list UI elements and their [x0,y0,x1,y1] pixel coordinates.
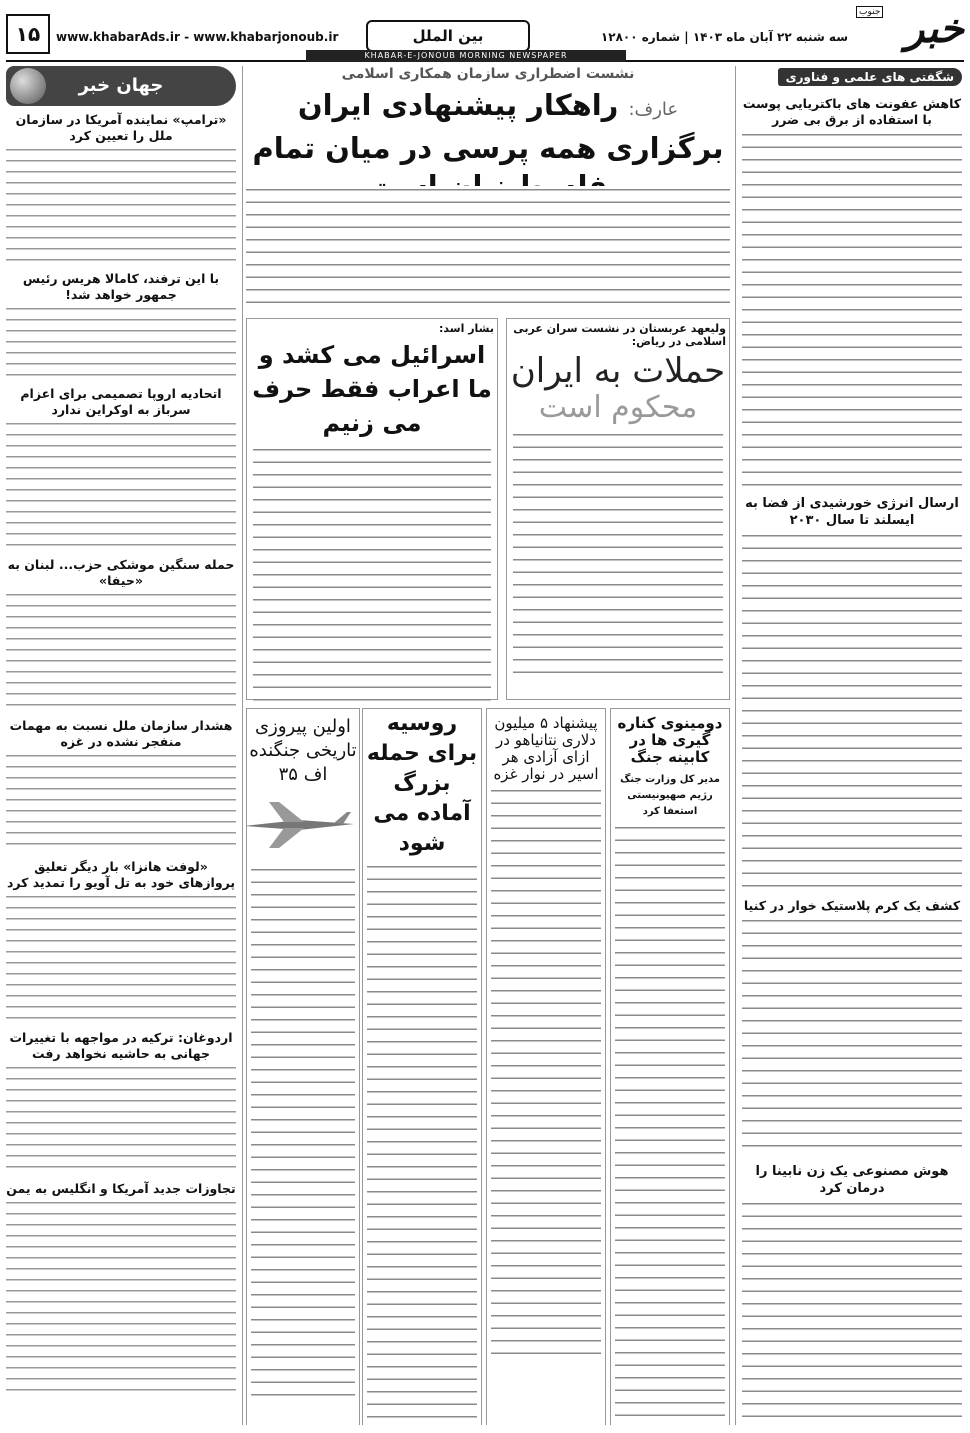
bottom-box-body [251,866,355,1406]
lead-body-lines [246,186,730,306]
saudi-headline: حملات به ایران [510,351,726,391]
dateline: سه شنبه ۲۲ آبان ماه ۱۴۰۳ | شماره ۱۲۸۰۰ [600,30,848,44]
article-body-lines [742,131,962,489]
lead-headline: راهکار پیشنهادی ایران برگزاری همه پرسی در میان تمام [252,88,724,165]
assad-body-lines [253,446,491,711]
world-news-header-label: جهان خبر [78,75,164,96]
world-news-item-title: هشدار سازمان ملل نسبت به مهمات منفجر نشده در غزه [9,718,233,749]
article-body-lines [6,306,236,380]
assad-box [246,318,498,700]
science-article-title: کشف یک کرم پلاستیک خوار در کنیا [743,898,961,913]
fighter-jet-image [246,796,359,852]
masthead [6,6,964,62]
bottom-box-headline: اولین پیروزی تاریخی جنگنده اف ۳۵ [249,716,357,785]
article-body-lines [6,592,236,712]
lead-kicker: نشست اضطراری سازمان همکاری اسلامی [341,66,635,82]
world-news-item-title: با این ترفند، کامالا هریس رئیس جمهور خواهد شد! [22,271,220,302]
bottom-box-subhead: مدیر کل وزارت جنگ رژیم صهیونیستی استعفا کرد [620,774,720,817]
science-column [735,66,962,1425]
saudi-subhead: محکوم است [538,390,698,425]
assad-headline: اسرائیل می کشد و ما اعراب فقط حرف می زنیم [252,341,492,437]
saudi-body-lines [513,431,723,681]
science-article-title: کاهش عفونت های باکتریایی پوست با استفاده از برق بی ضرر [742,96,962,127]
lead-byline: عارف: [628,99,679,120]
article-body-lines [742,917,962,1157]
article-body-lines [6,421,236,551]
bottom-box-body [491,787,601,1357]
article-body-lines [742,532,962,892]
science-article-title: ارسال انرژی خورشیدی از فضا به ایسلند تا سال ۲۰۳۰ [745,496,959,528]
bottom-box-body [367,863,477,1423]
bottom-box-headline: پیشنهاد ۵ میلیون دلاری نتانیاهو در ازای آزادی هر اسیر در نوار غزه [493,714,599,783]
newspaper-logo [856,6,964,60]
world-news-item-title: «ترامپ» نماینده آمریکا در سازمان ملل را تعیین کرد [15,112,227,143]
section-title: بین الملل [366,20,530,52]
science-article-title: هوش مصنوعی یک زن نابینا را درمان کرد [755,1164,949,1196]
logo-word: خبر [905,5,964,52]
world-news-item-title: اتحادیه اروپا تصمیمی برای اعزام سرباز به اوکراین ندارد [20,386,222,417]
article-body-lines [6,1065,236,1175]
bottom-box [246,708,360,1425]
website-urls: www.khabarAds.ir - www.khabarjonoub.ir [56,30,339,44]
article-body-lines [6,753,236,853]
saudi-kicker: ولیعهد عربستان در نشست سران عربی اسلامی در ریاض: [513,322,726,348]
world-news-item-title: حمله سنگین موشکی حزب... لبنان به «حیفا» [7,557,235,588]
globe-icon [10,68,46,104]
bottom-box [610,708,730,1425]
world-news-item-title: اردوغان: ترکیه در مواجهه با تغییرات جهانی به حاشیه نخواهد رفت [9,1030,233,1061]
article-body-lines [6,147,236,265]
world-news-header [6,66,236,106]
world-news-column [6,66,243,1425]
lead-area [246,66,730,1425]
bottom-box-headline: روسیه برای حمله بزرگ آماده می شود [366,711,478,856]
article-body-lines [6,1200,236,1400]
bottom-box [362,708,482,1425]
article-body-lines [6,894,236,1024]
saudi-box [506,318,730,700]
english-band: KHABAR-E-JONOUB MORNING NEWSPAPER [306,50,626,62]
logo-sub: جنوب [856,6,883,18]
bottom-box [486,708,606,1425]
world-news-item-title: تجاوزات جدید آمریکا و انگلیس به یمن [6,1181,236,1196]
bottom-box-headline: دومینوی کناره گیری ها در کابینه جنگ [617,714,723,766]
world-news-item-title: «لوفت هانزا» بار دیگر تعلیق پروازهای خود به تل آویو را تمدید کرد [6,859,236,890]
bottom-box-body [615,824,725,1424]
science-tag: شگفتی های علمی و فناوری [778,68,962,86]
assad-kicker: بشار اسد: [439,322,494,335]
page-number: ۱۵ [6,14,50,54]
article-body-lines [742,1200,962,1425]
